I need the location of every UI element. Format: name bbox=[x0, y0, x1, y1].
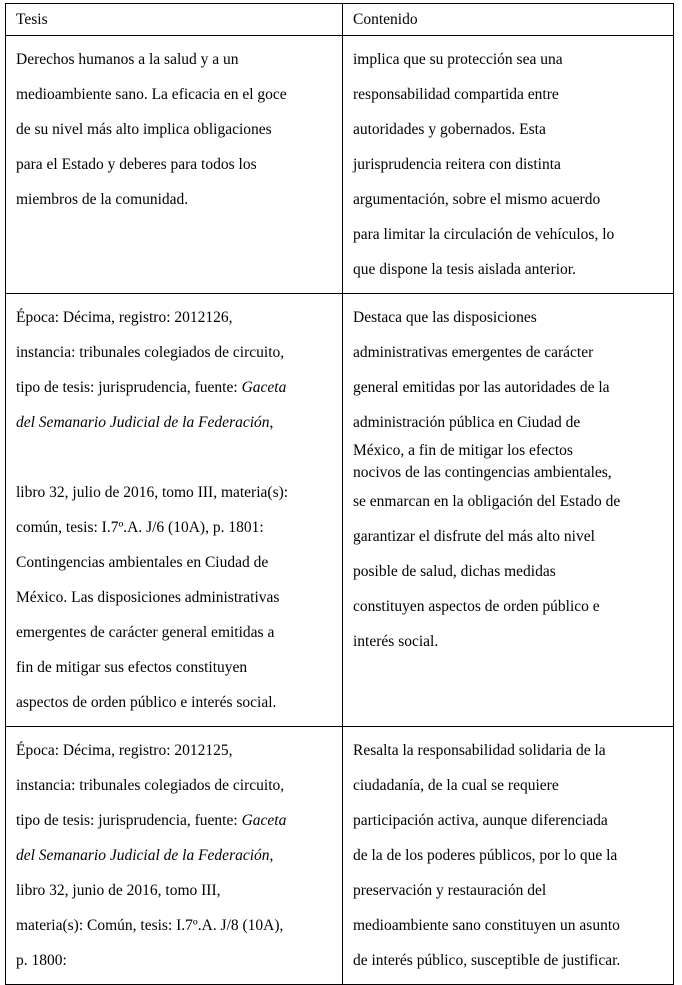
cell-tesis-1 bbox=[6, 36, 343, 294]
text-fragment: libro 32, junio de 2016, tomo bbox=[16, 882, 202, 899]
text-line: medioambiente sano constituyen un asunto bbox=[353, 917, 620, 934]
text-line: para el Estado y deberes para todos los bbox=[16, 156, 257, 173]
cell-contenido-1 bbox=[343, 36, 674, 294]
text-line: nocivos de las contingencias ambientales, bbox=[353, 464, 612, 481]
text-line: se enmarcan en la obligación del Estado de bbox=[353, 493, 621, 510]
text-line: Época: Décima, registro: 2012126, bbox=[16, 309, 233, 326]
text-line: fin de mitigar sus efectos constituyen bbox=[16, 659, 248, 676]
text-fragment: libro 32, julio de 2016, tomo bbox=[16, 484, 198, 501]
text-line bbox=[16, 873, 333, 908]
text-line: autoridades y gobernados. Esta bbox=[353, 121, 546, 138]
tight-line-group bbox=[353, 440, 664, 484]
text-line: administración pública en Ciudad de bbox=[353, 414, 581, 431]
text-line: Destaca que las disposiciones bbox=[353, 309, 537, 326]
table-row bbox=[6, 36, 674, 294]
cell-contenido-2 bbox=[343, 294, 674, 727]
text-line: jurisprudencia reitera con distinta bbox=[353, 156, 561, 173]
text-line: común, tesis: I.7º.A. J/6 (10A), p. 1801: bbox=[16, 519, 264, 536]
cell-text-block bbox=[16, 733, 333, 978]
text-line: para limitar la circulación de vehículos, lo bbox=[353, 226, 615, 243]
cell-tesis-2 bbox=[6, 294, 343, 727]
text-fragment: , bbox=[269, 414, 274, 431]
volume-number: III bbox=[197, 484, 214, 501]
text-fragment: tipo de tesis: jurisprudencia, fuente: bbox=[16, 812, 242, 829]
text-line: argumentación, sobre el mismo acuerdo bbox=[353, 191, 601, 208]
cell-text-block bbox=[16, 300, 333, 720]
text-line: México, a fin de mitigar los efectos bbox=[353, 442, 573, 459]
source-title-italic: Gaceta bbox=[241, 379, 287, 396]
text-fragment: tipo de tesis: jurisprudencia, fuente: bbox=[16, 379, 242, 396]
text-line: de la de los poderes públicos, por lo que la bbox=[353, 847, 618, 864]
text-line bbox=[16, 803, 333, 838]
text-line: constituyen aspectos de orden público e bbox=[353, 598, 600, 615]
text-line: interés social. bbox=[353, 633, 439, 650]
column-header-tesis: Tesis bbox=[6, 4, 343, 36]
text-line: miembros de la comunidad. bbox=[16, 191, 189, 208]
text-line: ciudadanía, de la cual se requiere bbox=[353, 777, 559, 794]
text-line: preservación y restauración del bbox=[353, 882, 547, 899]
source-title-italic: del Semanario Judicial de la Federación bbox=[16, 414, 270, 431]
table-row bbox=[6, 727, 674, 985]
text-line: aspectos de orden público e interés social. bbox=[16, 694, 277, 711]
cell-text-block bbox=[353, 733, 664, 978]
text-line: participación activa, aunque diferenciada bbox=[353, 812, 608, 829]
text-line: posible de salud, dichas medidas bbox=[353, 563, 556, 580]
text-line: que dispone la tesis aislada anterior. bbox=[353, 261, 576, 278]
cell-text-block bbox=[16, 42, 333, 217]
tesis-contenido-table bbox=[5, 3, 674, 985]
text-line: p. 1800: bbox=[16, 952, 67, 969]
text-line bbox=[16, 370, 333, 405]
cell-tesis-3 bbox=[6, 727, 343, 985]
text-line: administrativas emergentes de carácter bbox=[353, 344, 594, 361]
text-line: de su nivel más alto implica obligaciones bbox=[16, 121, 272, 138]
text-line: instancia: tribunales colegiados de circuito, bbox=[16, 777, 285, 794]
text-line bbox=[16, 475, 333, 510]
source-title-italic: Gaceta bbox=[241, 812, 287, 829]
text-line: Época: Décima, registro: 2012125, bbox=[16, 742, 233, 759]
cell-contenido-3 bbox=[343, 727, 674, 985]
text-fragment: , materia(s): bbox=[213, 484, 289, 501]
cell-text-block bbox=[353, 300, 664, 659]
text-line: garantizar el disfrute del más alto nivel bbox=[353, 528, 595, 545]
volume-number: III bbox=[201, 882, 217, 899]
text-fragment: , bbox=[269, 847, 274, 864]
text-line: Contingencias ambientales en Ciudad de bbox=[16, 554, 269, 571]
text-line: implica que su protección sea una bbox=[353, 51, 563, 68]
text-line: de interés público, susceptible de justificar. bbox=[353, 952, 621, 969]
text-line: emergentes de carácter general emitidas a bbox=[16, 624, 275, 641]
cell-text-block bbox=[353, 42, 664, 287]
text-line: general emitidas por las autoridades de la bbox=[353, 379, 610, 396]
source-title-italic: del Semanario Judicial de la Federación bbox=[16, 847, 270, 864]
table-header-row bbox=[6, 4, 674, 36]
text-line bbox=[16, 838, 333, 873]
text-line: México. Las disposiciones administrativas bbox=[16, 589, 280, 606]
text-line: responsabilidad compartida entre bbox=[353, 86, 559, 103]
text-line bbox=[16, 405, 333, 440]
text-fragment: , bbox=[216, 882, 221, 899]
text-line: medioambiente sano. La eficacia en el goce bbox=[16, 86, 287, 103]
text-line: materia(s): Común, tesis: I.7º.A. J/8 (10A), bbox=[16, 917, 284, 934]
table-row bbox=[6, 294, 674, 727]
text-line: Derechos humanos a la salud y a un bbox=[16, 51, 239, 68]
paragraph-gap bbox=[16, 440, 333, 475]
column-header-contenido: Contenido bbox=[343, 4, 674, 36]
text-line: instancia: tribunales colegiados de circuito, bbox=[16, 344, 285, 361]
text-line: Resalta la responsabilidad solidaria de la bbox=[353, 742, 606, 759]
